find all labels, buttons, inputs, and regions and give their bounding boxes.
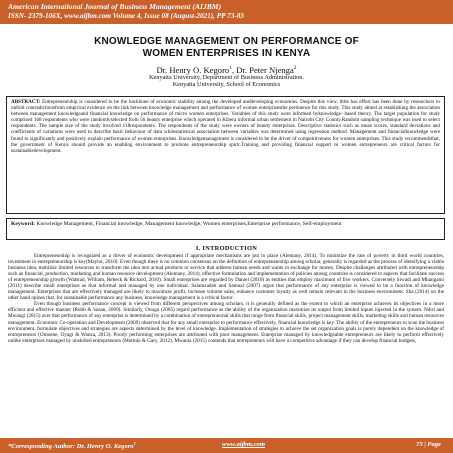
paper-title-line-2: WOMEN ENTERPRISES IN KENYA [142,48,311,59]
abstract-text: Entrepreneurship is considered to be the backbone of economic stability among the developed anddeveloping economies. Despite this view, little has effort has been done by researchers to unfold contradictionsfrom empirical evidence on the link between knowledge management and performance of women enterprisesthe pertinence for this study. This study aimed at establishing the association between management knowledgeand financial knowledge on performance of micro women enterprises. Variables of this study were informed byknowledge- based theory. The target population for study comprised 168 respondents who were randomlyselected from 56 beauty enterprise which operated in Kibera informal urban settlement in Nairobi City County.Random sampling technique was used to select respondents. The sample size of the study involved 118respondents. The respondents of the study were owners of beauty enterprises. Descriptive statistics such as mean scores, standard deviations and coefficients of variations were used to describe basic behaviour of data whilestatistical association between variables was determined using regression method. Management and financialknowledge were found to significantly and positively explain performance of women enterprises. Knowledgemanagement is considered to be the driver of competitiveness for women enterprises. This study recommendsthat, the government of Kenya should provide an enabling environment to promote entrepreneurship spirit.Training and providing financial support to women entrepreneurs are critical factors for sustainabledevelopment. [11,99,440,154]
introduction-body [8,253,444,433]
page-footer-band [0,438,453,453]
abstract-label: ABSTRACT: [11,99,41,105]
affiliation-1: Kenyatta University, Department of Business Administration. [148,74,305,81]
corresponding-author-mark: 1 [133,441,136,446]
introduction-paragraph-2: Even though business performance concept is viewed from different perspectives among scholars, it is generally defined as the extent to which an enterprise achieves its objectives in a more efficient and effective manner (Robb & Susan, 2009). Similarly, Onugu (2005) regard performance as the ability of the organization maximize its output from limited inputs injected in the system. Ndiri and Mwangi (2015) aver that performance of any enterprise is determined by a combination of entrepreneurial skills that range from financial skills, project management skills, marketing skills and human resources management. Economic Co-operation and Development (2009) observed that for any small enterprise to performance effectively, financial knowledge is key. The ability of the entrepreneurs to scan the business environment, formulate objectives and strategies are aspects determined by the level of knowledge. Implementation of strategies to achieve the set organization goals is purely dependent on the knowledge of entrepreneurs (Omoene, Oyagi & Wanza, 2013). Poorly performing enterprises are attributed with poor management. Enterprise managed by knowledgeable entrepreneurs are likely to perform effectively unlike enterprises managed by unskilled entrepreneurs (Mottola & Gary, 2012). Mwania (2015) contends that entrepreneurs will have a competitive advantage if they can develop financial budgets, [8,301,444,344]
keywords-text: Knowledge Management, Financial knowledge, Management knowledge, Women enterprises,Enterprise performance, Self-employment [36,221,342,227]
author-separator: , [231,64,237,75]
journal-name: American International Journal of Business Management (AIJBM) [8,2,222,11]
journal-website-link[interactable]: www.aijbm.com [222,441,265,448]
keywords-label: Keyword: [11,221,35,227]
paper-title-line-1: KNOWLEDGE MANAGEMENT ON PERFORMANCE OF [94,36,359,47]
author-1-name: Dr. Henry O. Kegoro [156,64,230,75]
keywords-box [6,218,445,240]
page-number: 73 | Page [416,441,441,448]
author-2-affiliation-mark: 2 [293,65,297,71]
corresponding-author-note [8,441,136,450]
journal-header-band [0,0,453,24]
affiliation-2: Kenyatta University, School of Economics [172,81,281,88]
journal-issue-line: ISSN- 2379-106X, www.aijbm.com Volume 4, Issue 08 (August-2021), PP 73-83 [8,12,244,20]
abstract-box [6,96,445,214]
section-heading-introduction: I. INTRODUCTION [195,245,258,252]
author-1-affiliation-mark: 1 [229,65,232,71]
corresponding-author-text: *Corresponding Author: Dr. Henry O. Kegoro [8,443,134,451]
introduction-paragraph-1: Entrepreneurship is recognized as a driver of economic development if appropriate mechanisms are put in place (Alemany, 2014). To minimize the rate of poverty in third world countries, investment in entrepreneurship is key(Maylor, 2010). Even though there is no common consensus on the definition of entrepreneurship among scholar, generally is regarded as the process of identifying a viable business idea, mobilize limited resources to transform the idea into actual products or service that address human needs and wants in exchange for money. Despite challenges attributed with entrepreneurship such as financial, production, marketing and human resource development (Alemany, 2014), effective formulation and implementation of policies among countries is considered to aspects that facilitate success of entrepreneurship growth (Walstad, William, Rebeck & Richard, 2010). Small enterprises are regarded by Daniel (2010) as entities that employ maximum of five workers. Conversely Siwadi and Mhangami (2011) describe small enterprises as that informal and managed by one individual. Salamzadeh and Samual (2007) argue that performance of any enterprise is viewed to be a function of knowledge management. Enterprises that are effectively managed are likely to maximize profit, increase volume sales, enhance customer loyalty as well remain relevant in the business environment. Sha (2014) on the other hand opines that, for sustainable performance any business, knowledge management is a critical factor. [8,253,444,302]
paper-title [0,36,453,60]
author-2-name: Dr. Peter Njenga [236,64,294,75]
